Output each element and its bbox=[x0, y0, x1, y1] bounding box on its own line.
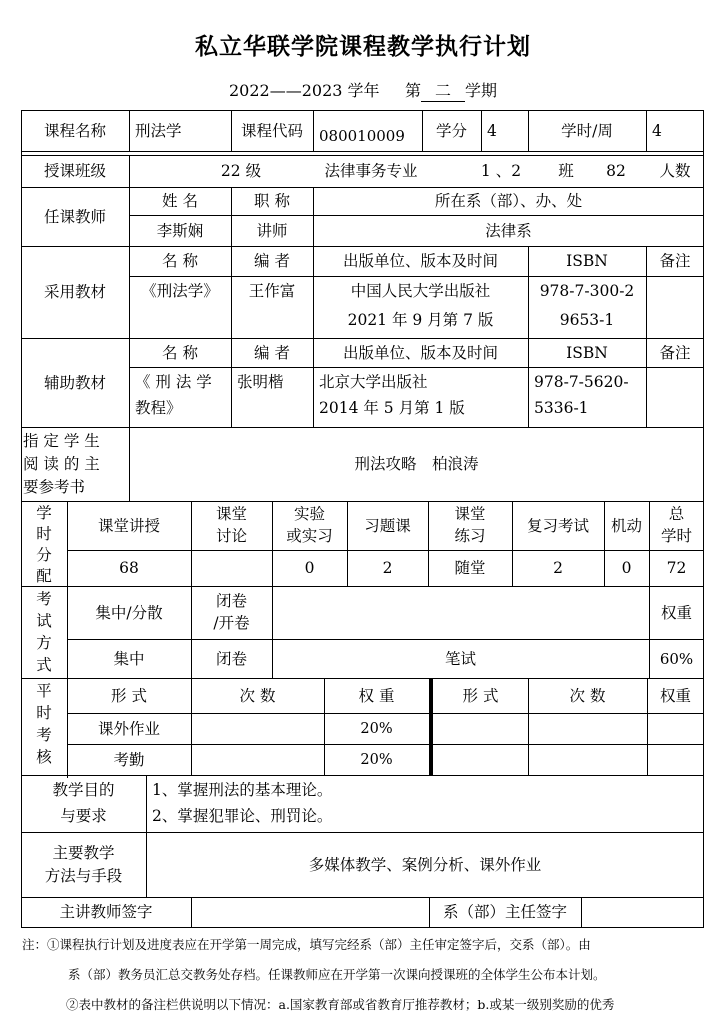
course-code-label: 课程代码 bbox=[240, 121, 303, 140]
class-numbers: 1 、2 bbox=[480, 162, 522, 180]
hours-practice-header-2: 练习 bbox=[454, 527, 486, 545]
aux-note-header: 备注 bbox=[659, 343, 691, 362]
textbook-name-header: 名 称 bbox=[162, 252, 198, 270]
goals-label-line2: 与要求 bbox=[60, 807, 107, 825]
aux-isbn-line1: 978-7-5620- bbox=[534, 373, 629, 391]
exam-method: 笔试 bbox=[444, 649, 476, 668]
textbook-note bbox=[646, 276, 704, 338]
textbook-name: 《刑法学》 bbox=[141, 282, 219, 300]
methods-label-line1: 主要教学 bbox=[52, 844, 115, 862]
exam-label-char: 方 bbox=[36, 634, 52, 652]
hours-label-char: 配 bbox=[36, 567, 52, 585]
teacher-title: 讲师 bbox=[256, 221, 288, 240]
hours-label-char: 学 bbox=[36, 504, 52, 522]
hours-lecture-value: 68 bbox=[119, 559, 139, 577]
hours-total-header-1: 总 bbox=[668, 505, 685, 523]
semester-line bbox=[0, 78, 726, 102]
hours-exercise-header: 习题课 bbox=[364, 516, 411, 535]
exam-mode: 集中 bbox=[113, 649, 145, 668]
hours-label-char: 分 bbox=[36, 546, 52, 564]
note-line-1: 注：①课程执行计划及进度表应在开学第一周完成，填写完经系（部）主任审定签字后，交系（部）。由 bbox=[22, 937, 591, 952]
exam-type: 闭卷 bbox=[215, 649, 247, 668]
course-name-label: 课程名称 bbox=[43, 121, 106, 140]
class-ban: 班 bbox=[558, 162, 574, 180]
textbook-isbn-line1: 978-7-300-2 bbox=[539, 282, 635, 300]
exam-weight: 60% bbox=[659, 649, 694, 668]
hours-practice-header-1: 课堂 bbox=[454, 505, 486, 523]
v-line bbox=[129, 155, 130, 187]
reading-label-line3: 要参考书 bbox=[23, 477, 86, 496]
hours-flex-header: 机动 bbox=[610, 516, 642, 535]
regular-row1-form: 课外作业 bbox=[97, 719, 160, 738]
regular-form-header-2: 形 式 bbox=[462, 686, 499, 705]
exam-weight-header: 权重 bbox=[660, 603, 692, 622]
hours-review-header: 复习考试 bbox=[526, 516, 589, 535]
regular-row1-times bbox=[191, 713, 324, 744]
course-name: 刑法学 bbox=[135, 121, 182, 140]
goals-label-line1: 教学目的 bbox=[52, 781, 115, 799]
exam-mode-header: 集中/分散 bbox=[95, 603, 163, 622]
hours-label-char: 时 bbox=[36, 525, 52, 543]
hours-lab-header-2: 或实习 bbox=[286, 527, 333, 545]
hours-review-value: 2 bbox=[553, 559, 563, 577]
textbook-note-header: 备注 bbox=[659, 252, 691, 270]
aux-isbn-line2: 5336-1 bbox=[534, 399, 589, 417]
class-grade: 22 级 bbox=[220, 162, 262, 180]
academic-year: 2022——2023 学年 bbox=[228, 81, 380, 100]
teacher-dept-header: 所在系（部）、办、处 bbox=[434, 192, 583, 210]
regular-times-header: 次 数 bbox=[239, 686, 276, 705]
dept-head-signature-label: 系（部）主任签字 bbox=[442, 903, 567, 921]
hours-discussion-value bbox=[191, 550, 272, 586]
hours-per-week-value: 4 bbox=[652, 121, 662, 140]
goals-item-1: 1、掌握刑法的基本理论。 bbox=[152, 781, 333, 799]
textbook-isbn-line2: 9653-1 bbox=[559, 311, 615, 329]
hours-lab-header-1: 实验 bbox=[293, 505, 325, 523]
aux-textbook-label: 辅助教材 bbox=[43, 373, 106, 392]
regular-weight-header: 权 重 bbox=[358, 686, 395, 705]
exam-label-char: 考 bbox=[36, 590, 52, 608]
aux-name-line2: 教程》 bbox=[135, 399, 182, 417]
aux-name-header: 名 称 bbox=[162, 343, 198, 362]
methods-value: 多媒体教学、案例分析、课外作业 bbox=[308, 855, 542, 874]
credit-label: 学分 bbox=[435, 121, 467, 140]
regular-label-char: 时 bbox=[36, 704, 52, 722]
regular-times-header-2: 次 数 bbox=[569, 686, 606, 705]
document-title: 私立华联学院课程教学执行计划 bbox=[195, 33, 531, 60]
credit-value: 4 bbox=[487, 121, 497, 140]
exam-type-header-2: /开卷 bbox=[213, 614, 250, 632]
h-line bbox=[21, 927, 704, 928]
dept-head-signature-field[interactable] bbox=[581, 897, 704, 927]
textbook-edition: 2021 年 9 月第 7 版 bbox=[347, 311, 494, 329]
hours-lab-value: 0 bbox=[304, 559, 315, 577]
aux-publisher-header: 出版单位、版本及时间 bbox=[342, 343, 498, 362]
teacher-title-header: 职 称 bbox=[254, 192, 290, 210]
regular-row2-form: 考勤 bbox=[113, 750, 145, 769]
h-line bbox=[21, 775, 704, 776]
course-code: 080010009 bbox=[319, 126, 405, 145]
methods-label-line2: 方法与手段 bbox=[44, 867, 123, 885]
semester-prefix: 第 bbox=[404, 81, 421, 100]
reading-label-line2: 阅 读 的 主 bbox=[23, 454, 100, 473]
aux-publisher: 北京大学出版社 bbox=[319, 373, 428, 391]
aux-edition: 2014 年 5 月第 1 版 bbox=[319, 399, 465, 417]
exam-label-char: 式 bbox=[36, 656, 52, 674]
hours-total-value: 72 bbox=[666, 559, 687, 577]
aux-isbn-header: ISBN bbox=[566, 343, 608, 362]
class-count-label: 人数 bbox=[659, 162, 691, 180]
teacher-label: 任课教师 bbox=[43, 207, 106, 226]
teacher-dept: 法律系 bbox=[485, 221, 532, 240]
teacher-name-header: 姓 名 bbox=[162, 192, 198, 210]
hours-total-header-2: 学时 bbox=[660, 527, 692, 545]
aux-editor: 张明楷 bbox=[237, 373, 284, 391]
hours-lecture-header: 课堂讲授 bbox=[97, 516, 160, 535]
textbook-publisher-header: 出版单位、版本及时间 bbox=[342, 252, 498, 270]
regular-label-char: 核 bbox=[36, 748, 52, 766]
reading-value: 刑法攻略 柏浪涛 bbox=[354, 455, 479, 473]
class-label: 授课班级 bbox=[43, 162, 106, 180]
regular-form-header: 形 式 bbox=[111, 686, 147, 705]
aux-note bbox=[646, 367, 704, 427]
textbook-publisher: 中国人民大学出版社 bbox=[350, 282, 491, 300]
regular-row2-times bbox=[191, 744, 324, 775]
hours-practice-value: 随堂 bbox=[454, 559, 486, 577]
hours-per-week-label: 学时/周 bbox=[561, 121, 613, 140]
note-line-2: 系（部）教务员汇总交教务处存档。任课教师应在开学第一次课向授课班的全体学生公布本计划。 bbox=[68, 967, 606, 982]
regular-label-char: 考 bbox=[36, 726, 52, 744]
textbook-label: 采用教材 bbox=[43, 283, 106, 301]
regular-row1-weight: 20% bbox=[360, 720, 393, 737]
semester-value: 二 bbox=[421, 78, 465, 102]
regular-weight-header-2: 权重 bbox=[659, 686, 691, 705]
teacher-name: 李斯娴 bbox=[156, 221, 204, 240]
exam-label-char: 试 bbox=[36, 612, 52, 630]
textbook-isbn-header: ISBN bbox=[566, 252, 608, 270]
aux-editor-header: 编 者 bbox=[254, 343, 290, 362]
hours-discussion-header-1: 课堂 bbox=[215, 505, 247, 523]
aux-name-line1: 《 刑 法 学 bbox=[135, 373, 212, 391]
class-major: 法律事务专业 bbox=[324, 162, 418, 180]
goals-item-2: 2、掌握犯罪论、刑罚论。 bbox=[152, 807, 333, 825]
hours-exercise-value: 2 bbox=[382, 559, 393, 577]
hours-discussion-header-2: 讨论 bbox=[215, 527, 247, 545]
hours-flex-value: 0 bbox=[621, 559, 632, 577]
plan-table bbox=[21, 110, 704, 927]
textbook-editor: 王作富 bbox=[248, 282, 296, 300]
teacher-signature-label: 主讲教师签字 bbox=[59, 903, 153, 921]
note-line-3: ②表中教材的备注栏供说明以下情况：a.国家教育部或省教育厅推荐教材；b.或某一级别奖励的优秀 bbox=[66, 997, 615, 1012]
regular-label-char: 平 bbox=[36, 682, 52, 700]
textbook-editor-header: 编 者 bbox=[254, 252, 290, 270]
semester-suffix: 学期 bbox=[464, 81, 497, 100]
regular-row2-weight: 20% bbox=[360, 751, 393, 768]
reading-label-line1: 指 定 学 生 bbox=[23, 431, 100, 450]
exam-type-header-1: 闭卷 bbox=[215, 592, 247, 610]
teacher-signature-field[interactable] bbox=[191, 897, 429, 927]
class-count: 82 bbox=[606, 162, 626, 180]
h-line bbox=[129, 367, 704, 368]
